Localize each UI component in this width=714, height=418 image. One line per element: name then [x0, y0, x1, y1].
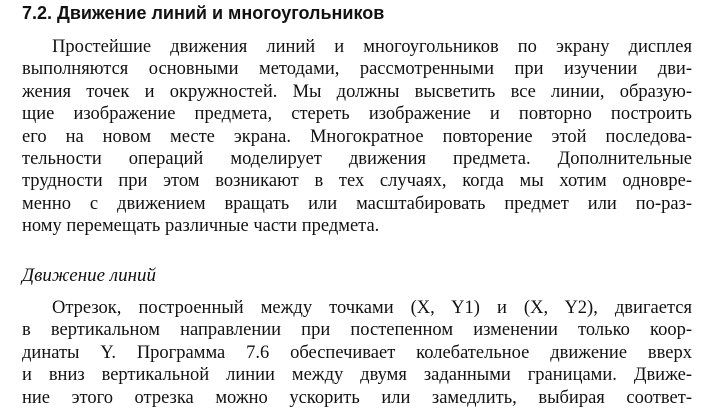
paragraph-line: трудности при этом возникают в тех случаях, когда мы хотим одновре- — [22, 171, 692, 192]
paragraph-line-motion — [22, 297, 692, 409]
paragraph-line: менно с движением вращать или масштабировать предмет или по-раз- — [22, 193, 692, 214]
paragraph-line: Простейшие движения линий и многоугольников по экрану дисплея — [52, 37, 692, 57]
paragraph-line: ние этого отрезка можно ускорить или замедлить, выбирая соответ- — [22, 387, 692, 408]
paragraph-line: щие изображение предмета, стереть изображение и повторно построить — [22, 104, 692, 125]
paragraph-line: ному перемещать различные части предмета. — [22, 216, 380, 237]
paragraph-line: его на новом месте экрана. Многократное повторение этой последова- — [22, 126, 692, 147]
paragraph-line: тельности операций моделирует движения предмета. Дополнительные — [22, 149, 692, 170]
paragraph-line: в вертикальном направлении при постепенном изменении только коор- — [22, 320, 692, 341]
paragraph-line: и вниз вертикальной линии между двумя заданными границами. Движе- — [22, 365, 692, 386]
section-heading: 7.2. Движение линий и многоугольников — [22, 3, 385, 23]
paragraph-line: выполняются основными методами, рассмотренными при изучении дви- — [22, 59, 692, 80]
paragraph-line: Отрезок, построенный между точками (X, Y1) и (X, Y2), двигается — [52, 298, 692, 318]
paragraph-line: жения точек и окружностей. Мы должны высветить все линии, образую- — [22, 81, 692, 102]
paragraph-intro — [22, 36, 692, 238]
subsection-heading: Движение линий — [22, 265, 157, 286]
paragraph-line: динаты Y. Программа 7.6 обеспечивает колебательное движение вверх — [22, 342, 692, 363]
